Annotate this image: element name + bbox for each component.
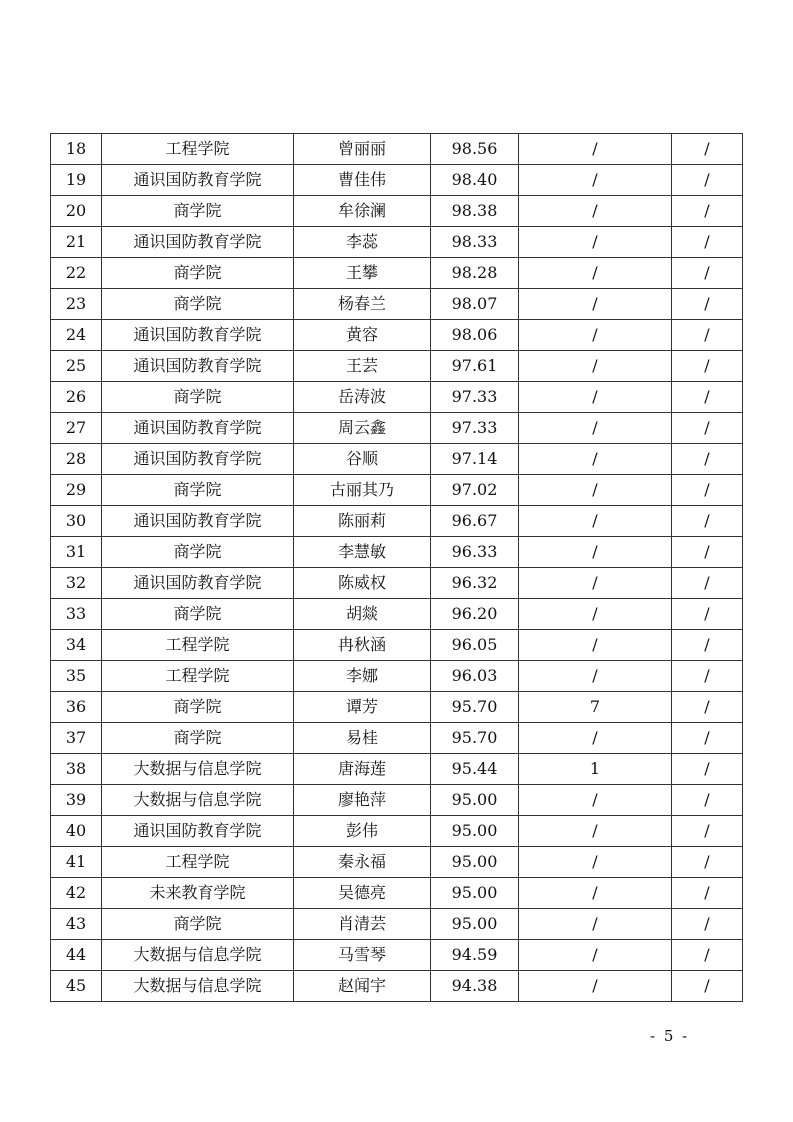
extra-cell-2: / — [672, 413, 743, 444]
table-row — [51, 382, 743, 413]
name-cell: 古丽其乃 — [294, 475, 431, 506]
score-cell: 97.33 — [431, 382, 519, 413]
extra-cell-2: / — [672, 568, 743, 599]
college-cell: 通识国防教育学院 — [102, 165, 294, 196]
extra-cell-2: / — [672, 816, 743, 847]
score-cell: 94.59 — [431, 940, 519, 971]
name-cell: 陈威权 — [294, 568, 431, 599]
table-row — [51, 134, 743, 165]
name-cell: 胡燚 — [294, 599, 431, 630]
score-cell: 98.06 — [431, 320, 519, 351]
score-cell: 98.28 — [431, 258, 519, 289]
row-number-cell: 34 — [51, 630, 102, 661]
score-cell: 95.70 — [431, 723, 519, 754]
row-number-cell: 29 — [51, 475, 102, 506]
extra-cell-2: / — [672, 506, 743, 537]
extra-cell-2: / — [672, 289, 743, 320]
row-number-cell: 40 — [51, 816, 102, 847]
score-cell: 95.00 — [431, 909, 519, 940]
table-row — [51, 413, 743, 444]
score-cell: 96.03 — [431, 661, 519, 692]
college-cell: 未来教育学院 — [102, 878, 294, 909]
table-row — [51, 351, 743, 382]
college-cell: 工程学院 — [102, 630, 294, 661]
extra-cell-1: / — [519, 971, 672, 1002]
name-cell: 陈丽莉 — [294, 506, 431, 537]
college-cell: 商学院 — [102, 692, 294, 723]
table-row — [51, 630, 743, 661]
college-cell: 商学院 — [102, 196, 294, 227]
table-row — [51, 785, 743, 816]
name-cell: 周云鑫 — [294, 413, 431, 444]
row-number-cell: 43 — [51, 909, 102, 940]
extra-cell-1: / — [519, 475, 672, 506]
college-cell: 工程学院 — [102, 847, 294, 878]
score-cell: 95.00 — [431, 785, 519, 816]
extra-cell-2: / — [672, 227, 743, 258]
extra-cell-1: / — [519, 816, 672, 847]
table-row — [51, 537, 743, 568]
row-number-cell: 33 — [51, 599, 102, 630]
extra-cell-2: / — [672, 475, 743, 506]
name-cell: 李慧敏 — [294, 537, 431, 568]
row-number-cell: 42 — [51, 878, 102, 909]
extra-cell-2: / — [672, 847, 743, 878]
college-cell: 商学院 — [102, 537, 294, 568]
name-cell: 谭芳 — [294, 692, 431, 723]
extra-cell-2: / — [672, 134, 743, 165]
table-row — [51, 289, 743, 320]
table-row — [51, 847, 743, 878]
college-cell: 通识国防教育学院 — [102, 568, 294, 599]
college-cell: 大数据与信息学院 — [102, 971, 294, 1002]
college-cell: 通识国防教育学院 — [102, 227, 294, 258]
score-cell: 95.00 — [431, 878, 519, 909]
score-cell: 96.33 — [431, 537, 519, 568]
results-table-container — [50, 133, 743, 1002]
score-cell: 98.07 — [431, 289, 519, 320]
name-cell: 杨春兰 — [294, 289, 431, 320]
college-cell: 工程学院 — [102, 134, 294, 165]
extra-cell-1: 7 — [519, 692, 672, 723]
college-cell: 商学院 — [102, 475, 294, 506]
table-row — [51, 506, 743, 537]
score-cell: 97.02 — [431, 475, 519, 506]
row-number-cell: 35 — [51, 661, 102, 692]
name-cell: 廖艳萍 — [294, 785, 431, 816]
page-number: - 5 - — [650, 1027, 690, 1045]
extra-cell-2: / — [672, 909, 743, 940]
college-cell: 通识国防教育学院 — [102, 816, 294, 847]
name-cell: 冉秋涵 — [294, 630, 431, 661]
extra-cell-1: / — [519, 847, 672, 878]
table-row — [51, 661, 743, 692]
college-cell: 通识国防教育学院 — [102, 506, 294, 537]
extra-cell-1: / — [519, 909, 672, 940]
row-number-cell: 32 — [51, 568, 102, 599]
extra-cell-1: / — [519, 537, 672, 568]
score-cell: 95.00 — [431, 816, 519, 847]
table-row — [51, 258, 743, 289]
table-row — [51, 816, 743, 847]
extra-cell-1: / — [519, 878, 672, 909]
extra-cell-1: / — [519, 320, 672, 351]
name-cell: 岳涛波 — [294, 382, 431, 413]
name-cell: 王攀 — [294, 258, 431, 289]
row-number-cell: 20 — [51, 196, 102, 227]
extra-cell-1: / — [519, 289, 672, 320]
row-number-cell: 22 — [51, 258, 102, 289]
row-number-cell: 27 — [51, 413, 102, 444]
college-cell: 大数据与信息学院 — [102, 940, 294, 971]
extra-cell-1: / — [519, 506, 672, 537]
extra-cell-2: / — [672, 351, 743, 382]
extra-cell-1: / — [519, 661, 672, 692]
row-number-cell: 39 — [51, 785, 102, 816]
college-cell: 大数据与信息学院 — [102, 785, 294, 816]
row-number-cell: 41 — [51, 847, 102, 878]
row-number-cell: 21 — [51, 227, 102, 258]
table-row — [51, 475, 743, 506]
name-cell: 肖清芸 — [294, 909, 431, 940]
extra-cell-2: / — [672, 630, 743, 661]
table-row — [51, 909, 743, 940]
name-cell: 易桂 — [294, 723, 431, 754]
table-row — [51, 196, 743, 227]
extra-cell-2: / — [672, 258, 743, 289]
extra-cell-1: / — [519, 196, 672, 227]
college-cell: 工程学院 — [102, 661, 294, 692]
name-cell: 赵闻宇 — [294, 971, 431, 1002]
extra-cell-1: / — [519, 134, 672, 165]
extra-cell-2: / — [672, 754, 743, 785]
extra-cell-1: / — [519, 785, 672, 816]
row-number-cell: 45 — [51, 971, 102, 1002]
name-cell: 彭伟 — [294, 816, 431, 847]
extra-cell-2: / — [672, 537, 743, 568]
score-cell: 96.67 — [431, 506, 519, 537]
score-cell: 96.05 — [431, 630, 519, 661]
score-cell: 97.14 — [431, 444, 519, 475]
extra-cell-2: / — [672, 692, 743, 723]
college-cell: 通识国防教育学院 — [102, 351, 294, 382]
college-cell: 通识国防教育学院 — [102, 320, 294, 351]
college-cell: 通识国防教育学院 — [102, 413, 294, 444]
college-cell: 商学院 — [102, 289, 294, 320]
row-number-cell: 25 — [51, 351, 102, 382]
row-number-cell: 38 — [51, 754, 102, 785]
row-number-cell: 44 — [51, 940, 102, 971]
row-number-cell: 31 — [51, 537, 102, 568]
name-cell: 李蕊 — [294, 227, 431, 258]
extra-cell-2: / — [672, 971, 743, 1002]
extra-cell-1: / — [519, 227, 672, 258]
score-cell: 94.38 — [431, 971, 519, 1002]
college-cell: 大数据与信息学院 — [102, 754, 294, 785]
extra-cell-2: / — [672, 878, 743, 909]
extra-cell-1: / — [519, 599, 672, 630]
college-cell: 商学院 — [102, 258, 294, 289]
college-cell: 商学院 — [102, 909, 294, 940]
table-row — [51, 165, 743, 196]
row-number-cell: 37 — [51, 723, 102, 754]
name-cell: 秦永福 — [294, 847, 431, 878]
score-cell: 95.70 — [431, 692, 519, 723]
name-cell: 曹佳伟 — [294, 165, 431, 196]
extra-cell-2: / — [672, 196, 743, 227]
extra-cell-1: 1 — [519, 754, 672, 785]
college-cell: 通识国防教育学院 — [102, 444, 294, 475]
score-cell: 95.44 — [431, 754, 519, 785]
extra-cell-2: / — [672, 723, 743, 754]
extra-cell-1: / — [519, 165, 672, 196]
row-number-cell: 36 — [51, 692, 102, 723]
extra-cell-2: / — [672, 382, 743, 413]
table-row — [51, 568, 743, 599]
extra-cell-2: / — [672, 599, 743, 630]
table-body — [51, 134, 743, 1002]
name-cell: 牟徐澜 — [294, 196, 431, 227]
score-cell: 97.61 — [431, 351, 519, 382]
results-table — [50, 133, 743, 1002]
extra-cell-1: / — [519, 630, 672, 661]
name-cell: 王芸 — [294, 351, 431, 382]
table-row — [51, 940, 743, 971]
table-row — [51, 320, 743, 351]
extra-cell-2: / — [672, 320, 743, 351]
college-cell: 商学院 — [102, 723, 294, 754]
row-number-cell: 24 — [51, 320, 102, 351]
extra-cell-1: / — [519, 382, 672, 413]
name-cell: 黄容 — [294, 320, 431, 351]
table-row — [51, 754, 743, 785]
score-cell: 97.33 — [431, 413, 519, 444]
extra-cell-2: / — [672, 661, 743, 692]
table-row — [51, 692, 743, 723]
extra-cell-2: / — [672, 444, 743, 475]
name-cell: 唐海莲 — [294, 754, 431, 785]
table-row — [51, 599, 743, 630]
score-cell: 98.38 — [431, 196, 519, 227]
score-cell: 98.56 — [431, 134, 519, 165]
name-cell: 马雪琴 — [294, 940, 431, 971]
extra-cell-1: / — [519, 940, 672, 971]
name-cell: 吴德亮 — [294, 878, 431, 909]
score-cell: 98.33 — [431, 227, 519, 258]
row-number-cell: 30 — [51, 506, 102, 537]
table-row — [51, 444, 743, 475]
table-row — [51, 971, 743, 1002]
score-cell: 95.00 — [431, 847, 519, 878]
extra-cell-1: / — [519, 258, 672, 289]
extra-cell-1: / — [519, 723, 672, 754]
name-cell: 谷顺 — [294, 444, 431, 475]
row-number-cell: 26 — [51, 382, 102, 413]
extra-cell-2: / — [672, 785, 743, 816]
college-cell: 商学院 — [102, 382, 294, 413]
score-cell: 96.32 — [431, 568, 519, 599]
score-cell: 96.20 — [431, 599, 519, 630]
name-cell: 李娜 — [294, 661, 431, 692]
table-row — [51, 723, 743, 754]
table-row — [51, 878, 743, 909]
extra-cell-2: / — [672, 940, 743, 971]
table-row — [51, 227, 743, 258]
extra-cell-1: / — [519, 568, 672, 599]
row-number-cell: 19 — [51, 165, 102, 196]
college-cell: 商学院 — [102, 599, 294, 630]
extra-cell-1: / — [519, 413, 672, 444]
row-number-cell: 23 — [51, 289, 102, 320]
extra-cell-1: / — [519, 351, 672, 382]
extra-cell-1: / — [519, 444, 672, 475]
name-cell: 曾丽丽 — [294, 134, 431, 165]
score-cell: 98.40 — [431, 165, 519, 196]
row-number-cell: 28 — [51, 444, 102, 475]
row-number-cell: 18 — [51, 134, 102, 165]
extra-cell-2: / — [672, 165, 743, 196]
